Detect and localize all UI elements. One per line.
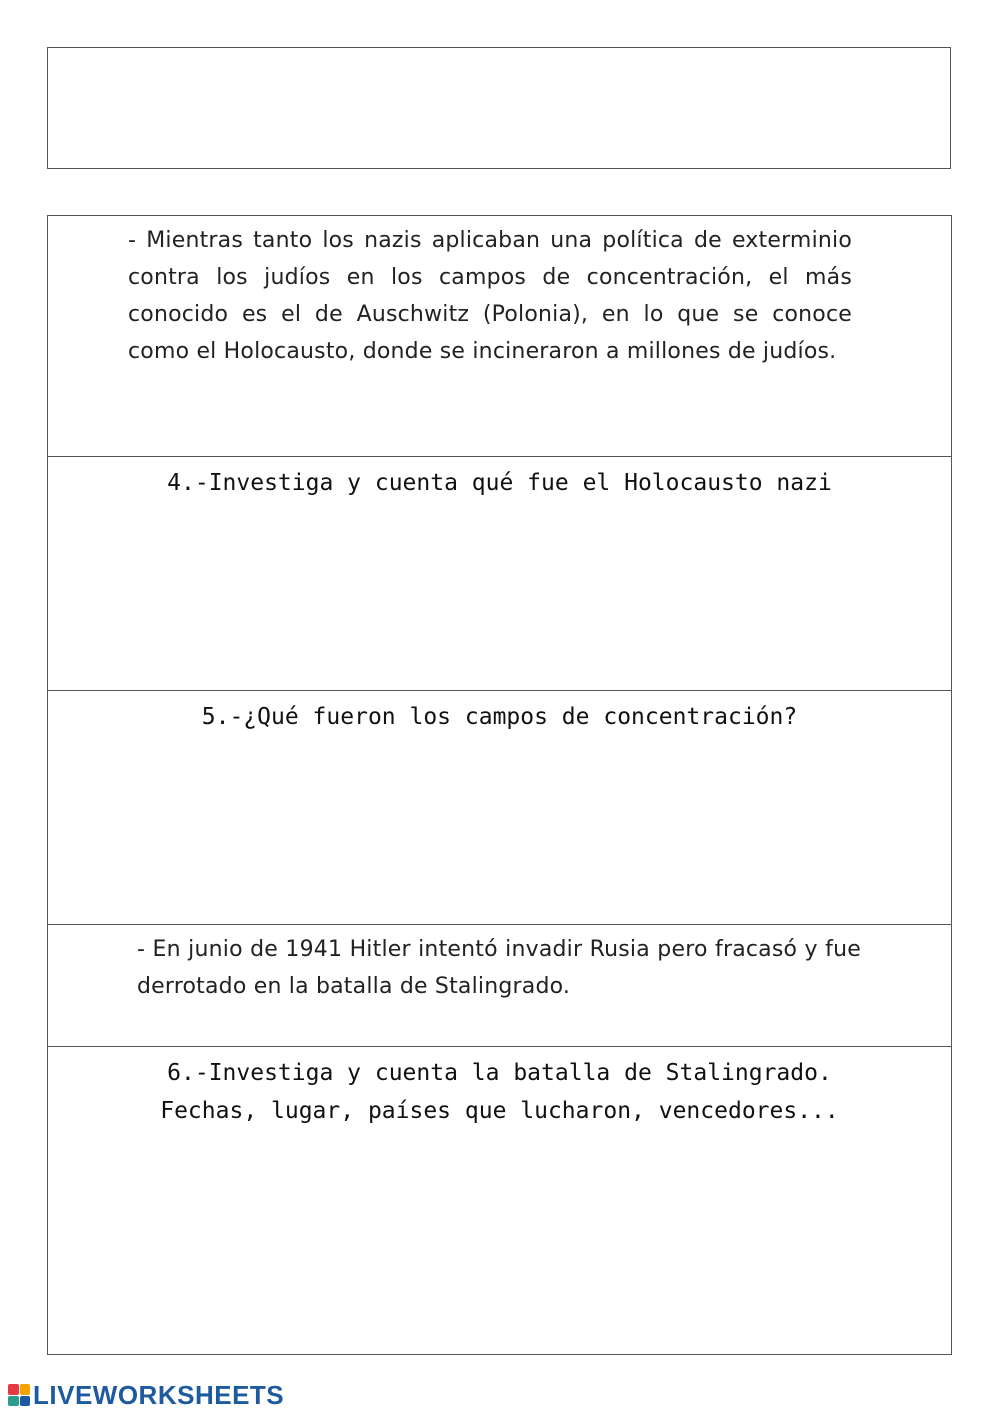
logo-mark-icon	[8, 1384, 30, 1406]
question-6-line1: 6.-Investiga y cuenta la batalla de Stalingrado.	[167, 1060, 832, 1086]
info-text-holocaust: - Mientras tanto los nazis aplicaban una política de exterminio contra los judíos en los campos de concentración, el más conocido es el de Auschwitz (Polonia), en lo que se conoce como el Holocausto, donde se incineraron a millones de judíos.	[128, 228, 852, 364]
logo-mark-square	[20, 1384, 31, 1395]
logo-mark-square	[8, 1396, 19, 1407]
liveworksheets-logo	[8, 1380, 284, 1410]
info-row-holocaust	[48, 216, 951, 457]
worksheet-table	[47, 215, 952, 1355]
question-6-text	[48, 1054, 951, 1130]
logo-mark-square	[8, 1384, 19, 1395]
question-row-5[interactable]	[48, 691, 951, 925]
logo-mark-square	[20, 1396, 31, 1407]
question-row-4[interactable]	[48, 457, 951, 691]
info-row-stalingrad	[48, 925, 951, 1047]
question-6-line2: Fechas, lugar, países que lucharon, vencedores...	[160, 1098, 839, 1124]
logo-text: LIVEWORKSHEETS	[33, 1379, 285, 1410]
info-text-stalingrad: - En junio de 1941 Hitler intentó invadir Rusia pero fracasó y fue derrotado en la batalla de Stalingrado.	[137, 937, 861, 999]
question-4-text: 4.-Investiga y cuenta qué fue el Holocausto nazi	[167, 470, 832, 496]
question-5-text: 5.-¿Qué fueron los campos de concentración?	[201, 704, 798, 730]
question-row-6[interactable]	[48, 1047, 951, 1355]
answer-box-top[interactable]	[47, 47, 951, 169]
